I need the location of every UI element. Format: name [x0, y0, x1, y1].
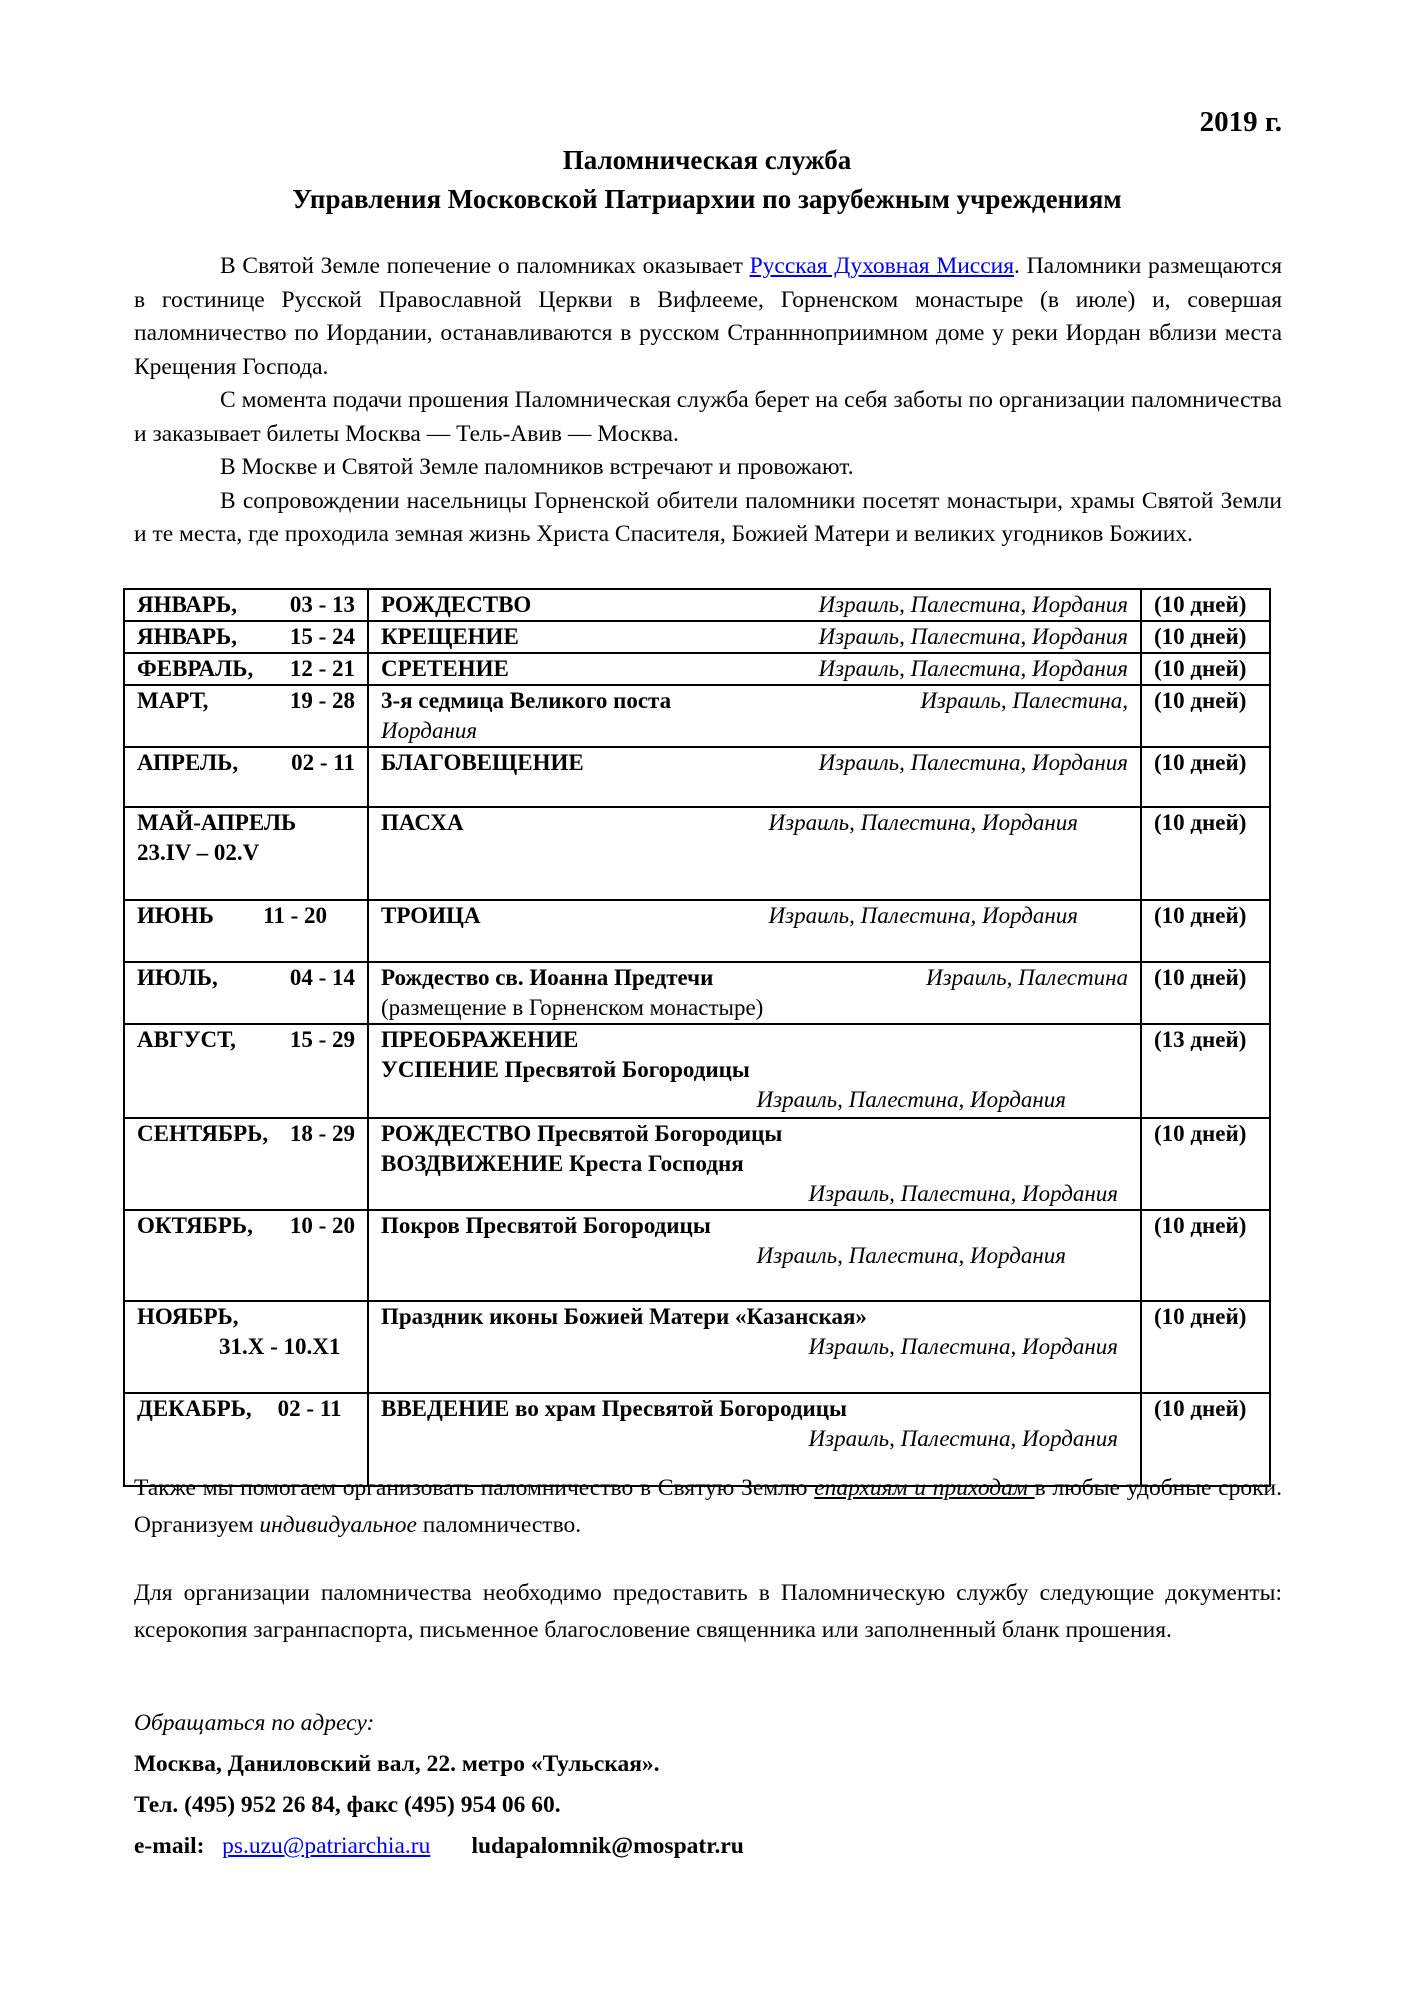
- event-cell: [368, 807, 1141, 900]
- email-2[interactable]: ludapalomnik@mospatr.ru: [471, 1833, 744, 1859]
- month-cell: [124, 1024, 368, 1118]
- month-cell: [124, 807, 368, 900]
- days-label: (10 дней): [1154, 656, 1247, 681]
- dates-label: 15 - 24: [289, 624, 355, 649]
- table-row: [124, 807, 1270, 900]
- location-label: Израиль, Палестина, Иордания: [818, 750, 1128, 775]
- month-cell: [124, 589, 368, 621]
- contact-label: Обращаться по адресу:: [134, 1710, 375, 1736]
- event-label: КРЕЩЕНИЕ: [381, 624, 519, 649]
- month-label: ЯНВАРЬ,: [137, 592, 238, 617]
- month-cell: [124, 900, 368, 962]
- table-row: [124, 1024, 1270, 1118]
- table-row: [124, 1301, 1270, 1393]
- email-link-1[interactable]: ps.uzu@patriarchia.ru: [222, 1833, 431, 1859]
- location-label: Израиль, Палестина,: [920, 688, 1128, 713]
- location-label: Израиль, Палестина, Иордания: [808, 1181, 1118, 1206]
- intro-text-span: . Паломники размещаются в гостинице Русской Православной Церкви в Вифлееме, Горненском монастыре (в июле) и, совершая паломничество по Иордании, останавливаются в русском Страннноприимном доме у реки Иордан вблизи места Крещения Господа.: [134, 253, 1283, 380]
- event-label: ВВЕДЕНИЕ во храм Пресвятой Богородицы: [381, 1396, 848, 1421]
- location-label: Израиль, Палестина, Иордания: [818, 656, 1128, 681]
- location-label: Израиль, Палестина, Иордания: [756, 1087, 1066, 1112]
- location-label: Израиль, Палестина, Иордания: [756, 1243, 1066, 1268]
- days-label: (10 дней): [1154, 1121, 1247, 1146]
- days-label: (10 дней): [1154, 592, 1247, 617]
- text-span: индивидуальное: [259, 1512, 417, 1538]
- location-label: Израиль, Палестина, Иордания: [818, 592, 1128, 617]
- month-cell: [124, 1210, 368, 1301]
- schedule-table: [123, 588, 1271, 1487]
- days-label: (10 дней): [1154, 903, 1247, 928]
- services-paragraph: [134, 1470, 1282, 1544]
- text-span: в любые удобные сроки. Организуем: [134, 1475, 1282, 1538]
- month-label: АПРЕЛЬ,: [137, 750, 239, 775]
- dates-label: 31.Х - 10.Х1: [219, 1334, 341, 1359]
- days-cell: [1141, 589, 1270, 621]
- dates-label: 18 - 29: [289, 1121, 355, 1146]
- month-label: АВГУСТ,: [137, 1027, 236, 1052]
- table-row: [124, 685, 1270, 747]
- event-cell: [368, 900, 1141, 962]
- event-label: ВОЗДВИЖЕНИЕ Креста Господня: [381, 1151, 744, 1176]
- days-label: (10 дней): [1154, 624, 1247, 649]
- dates-label: 02 - 11: [291, 750, 355, 775]
- dates-label: 02 - 11: [277, 1396, 342, 1421]
- event-label: ПРЕОБРАЖЕНИЕ: [381, 1027, 579, 1052]
- intro-paragraph-4: В сопровождении насельницы Горненской обители паломники посетят монастыри, храмы Святой Земли и те места, где проходила земная жизнь Христа Спасителя, Божией Матери и великих угодников Божиих.: [134, 487, 1282, 547]
- event-cell: [368, 962, 1141, 1024]
- days-label: (10 дней): [1154, 810, 1247, 835]
- table-row: [124, 621, 1270, 653]
- table-row: [124, 589, 1270, 621]
- days-cell: [1141, 685, 1270, 747]
- documents-paragraph: [134, 1575, 1282, 1649]
- dates-label: 03 - 13: [289, 592, 355, 617]
- documents-text: Для организации паломничества необходимо предоставить в Паломническую службу следующие документы: ксерокопия загранпаспорта, письменное благословение священника или заполненный бланк прошения.: [134, 1580, 1282, 1643]
- intro-text: [134, 250, 1282, 552]
- days-label: (10 дней): [1154, 750, 1247, 775]
- days-cell: [1141, 900, 1270, 962]
- days-label: (10 дней): [1154, 1396, 1247, 1421]
- dioceses-link[interactable]: епархиям и приходам: [814, 1475, 1035, 1501]
- table-row: [124, 653, 1270, 685]
- days-cell: [1141, 1301, 1270, 1393]
- event-cell: [368, 621, 1141, 653]
- event-cell: [368, 1024, 1141, 1118]
- email-label: e-mail:: [134, 1833, 205, 1859]
- contact-address: Москва, Даниловский вал, 22. метро «Тульская».: [134, 1751, 660, 1777]
- event-cell: [368, 1118, 1141, 1210]
- month-label: ИЮЛЬ,: [137, 965, 218, 990]
- days-cell: [1141, 962, 1270, 1024]
- page-title: Паломническая служба: [562, 145, 852, 175]
- contact-phone: Тел. (495) 952 26 84, факс (495) 954 06 60.: [134, 1792, 561, 1818]
- event-cell: [368, 685, 1141, 747]
- page-subtitle: Управления Московской Патриархии по зарубежным учреждениям: [292, 184, 1122, 214]
- contact-emails: [134, 1826, 1282, 1867]
- table-row: [124, 1210, 1270, 1301]
- dates-label: 12 - 21: [289, 656, 355, 681]
- month-cell: [124, 621, 368, 653]
- intro-paragraph-3: В Москве и Святой Земле паломников встречают и провожают.: [220, 454, 854, 480]
- days-label: (10 дней): [1154, 965, 1247, 990]
- dates-label: 11 - 20: [263, 903, 327, 928]
- event-cell: [368, 653, 1141, 685]
- month-label: ОКТЯБРЬ,: [137, 1213, 253, 1238]
- event-label: ПАСХА: [381, 810, 464, 835]
- event-label: Праздник иконы Божией Матери «Казанская»: [381, 1304, 867, 1329]
- table-row: [124, 1118, 1270, 1210]
- mission-link[interactable]: Русская Духовная Миссия: [749, 253, 1015, 279]
- event-label: РОЖДЕСТВО Пресвятой Богородицы: [381, 1121, 783, 1146]
- days-cell: [1141, 1118, 1270, 1210]
- event-cell: [368, 747, 1141, 807]
- event-note: (размещение в Горненском монастыре): [381, 995, 764, 1020]
- event-cell: [368, 1301, 1141, 1393]
- location-label: Израиль, Палестина, Иордания: [818, 624, 1128, 649]
- month-label: СЕНТЯБРЬ,: [137, 1121, 269, 1146]
- dates-label: 19 - 28: [289, 688, 355, 713]
- month-label: НОЯБРЬ,: [137, 1304, 239, 1329]
- days-cell: [1141, 807, 1270, 900]
- month-cell: [124, 747, 368, 807]
- event-label: ТРОИЦА: [381, 903, 481, 928]
- days-label: (10 дней): [1154, 1213, 1247, 1238]
- month-cell: [124, 1118, 368, 1210]
- event-label: РОЖДЕСТВО: [381, 592, 532, 617]
- intro-paragraph-2: С момента подачи прошения Паломническая служба берет на себя заботы по организации паломничества и заказывает билеты Москва — Тель-Авив — Москва.: [134, 387, 1282, 447]
- days-cell: [1141, 653, 1270, 685]
- intro-paragraph-1: [134, 250, 1282, 384]
- event-label: УСПЕНИЕ Пресвятой Богородицы: [381, 1057, 750, 1082]
- event-cell: [368, 1210, 1141, 1301]
- event-cell: [368, 589, 1141, 621]
- event-label: Покров Пресвятой Богородицы: [381, 1213, 711, 1238]
- month-label: ДЕКАБРЬ,: [137, 1396, 252, 1421]
- days-cell: [1141, 1024, 1270, 1118]
- event-label: 3-я седмица Великого поста: [381, 688, 672, 713]
- location-label: Израиль, Палестина: [926, 965, 1128, 990]
- location-label: Иордания: [381, 718, 478, 743]
- location-label: Израиль, Палестина, Иордания: [768, 810, 1078, 835]
- text-span: Также мы помогаем организовать паломничество в Святую Землю: [134, 1475, 815, 1501]
- days-label: (10 дней): [1154, 1304, 1247, 1329]
- table-row: [124, 900, 1270, 962]
- location-label: Израиль, Палестина, Иордания: [768, 903, 1078, 928]
- table-row: [124, 747, 1270, 807]
- location-label: Израиль, Палестина, Иордания: [808, 1426, 1118, 1451]
- intro-text-span: В Святой Земле попечение о паломниках оказывает: [220, 253, 750, 279]
- table-row: [124, 962, 1270, 1024]
- days-cell: [1141, 621, 1270, 653]
- dates-label: 23.IV – 02.V: [137, 840, 260, 865]
- month-label: ЯНВАРЬ,: [137, 624, 238, 649]
- month-cell: [124, 653, 368, 685]
- days-label: (13 дней): [1154, 1027, 1247, 1052]
- month-label: МАРТ,: [137, 688, 209, 713]
- document-year: 2019 г.: [1199, 106, 1282, 138]
- event-label: СРЕТЕНИЕ: [381, 656, 509, 681]
- days-cell: [1141, 1210, 1270, 1301]
- text-span: паломничество.: [416, 1512, 582, 1538]
- location-label: Израиль, Палестина, Иордания: [808, 1334, 1118, 1359]
- month-cell: [124, 962, 368, 1024]
- month-label: ИЮНЬ: [137, 903, 214, 928]
- dates-label: 10 - 20: [289, 1213, 355, 1238]
- month-cell: [124, 685, 368, 747]
- days-cell: [1141, 747, 1270, 807]
- contact-block: [134, 1703, 1282, 1867]
- month-label: ФЕВРАЛЬ,: [137, 656, 254, 681]
- dates-label: 15 - 29: [289, 1027, 355, 1052]
- days-label: (10 дней): [1154, 688, 1247, 713]
- month-label: МАЙ-АПРЕЛЬ: [137, 810, 297, 835]
- event-label: БЛАГОВЕЩЕНИЕ: [381, 750, 584, 775]
- month-cell: [124, 1301, 368, 1393]
- dates-label: 04 - 14: [289, 965, 355, 990]
- event-label: Рождество св. Иоанна Предтечи: [381, 965, 714, 990]
